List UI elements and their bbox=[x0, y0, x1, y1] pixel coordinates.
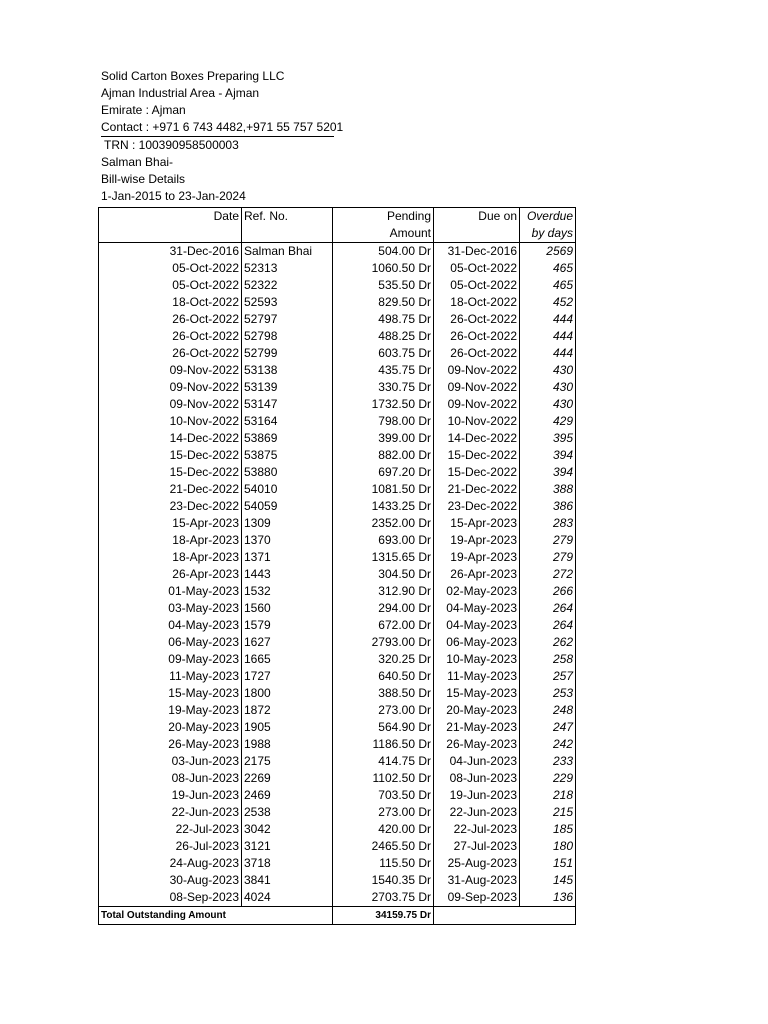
bill-due-date: 15-Apr-2023 bbox=[434, 515, 520, 532]
party-name: Salman Bhai- bbox=[101, 155, 174, 169]
table-row bbox=[99, 787, 576, 804]
bill-overdue-days: 248 bbox=[520, 702, 576, 719]
bill-date: 26-Apr-2023 bbox=[99, 566, 242, 583]
bill-amount: 882.00 Dr bbox=[378, 448, 431, 462]
bill-amount: 388.50 Dr bbox=[378, 686, 431, 700]
company-address: Ajman Industrial Area - Ajman bbox=[101, 86, 260, 100]
table-row bbox=[99, 566, 576, 583]
bill-date: 18-Apr-2023 bbox=[99, 549, 242, 566]
bill-overdue-days: 429 bbox=[520, 413, 576, 430]
bill-ref: 53147 bbox=[242, 396, 333, 413]
ref-header-blank bbox=[242, 225, 333, 243]
bill-ref: 52313 bbox=[242, 260, 333, 277]
bill-ref: 52798 bbox=[242, 328, 333, 345]
bill-date: 26-Jul-2023 bbox=[99, 838, 242, 855]
bill-ref: 54010 bbox=[242, 481, 333, 498]
bill-overdue-days: 452 bbox=[520, 294, 576, 311]
bill-ref: 3841 bbox=[242, 872, 333, 889]
bill-overdue-days: 218 bbox=[520, 787, 576, 804]
bill-due-date: 19-Jun-2023 bbox=[434, 787, 520, 804]
column-header-row bbox=[99, 208, 576, 226]
bill-ref: 1988 bbox=[242, 736, 333, 753]
bill-date: 19-Jun-2023 bbox=[99, 787, 242, 804]
bill-overdue-days: 388 bbox=[520, 481, 576, 498]
bill-due-date: 09-Nov-2022 bbox=[434, 379, 520, 396]
bill-ref: 1665 bbox=[242, 651, 333, 668]
bill-due-date: 04-May-2023 bbox=[434, 600, 520, 617]
bill-ref: 1309 bbox=[242, 515, 333, 532]
bill-ref: 2175 bbox=[242, 753, 333, 770]
bill-overdue-days: 185 bbox=[520, 821, 576, 838]
bill-overdue-days: 145 bbox=[520, 872, 576, 889]
bill-amount: 693.00 Dr bbox=[378, 533, 431, 547]
bill-overdue-days: 386 bbox=[520, 498, 576, 515]
bill-date: 18-Oct-2022 bbox=[99, 294, 242, 311]
bill-ref: 54059 bbox=[242, 498, 333, 515]
bill-amount: 435.75 Dr bbox=[378, 363, 431, 377]
bill-due-date: 02-May-2023 bbox=[434, 583, 520, 600]
bill-amount: 1081.50 Dr bbox=[371, 482, 431, 496]
table-row bbox=[99, 277, 576, 294]
bill-date: 15-Apr-2023 bbox=[99, 515, 242, 532]
bill-ref: 1872 bbox=[242, 702, 333, 719]
company-trn: TRN : 100390958500003 bbox=[104, 138, 239, 152]
bill-date: 05-Oct-2022 bbox=[99, 260, 242, 277]
bill-overdue-days: 136 bbox=[520, 889, 576, 907]
bill-ref: 53875 bbox=[242, 447, 333, 464]
bill-due-date: 31-Dec-2016 bbox=[434, 243, 520, 261]
bill-amount: 115.50 Dr bbox=[379, 856, 431, 870]
table-row bbox=[99, 668, 576, 685]
bill-amount: 1315.65 Dr bbox=[371, 550, 431, 564]
table-row bbox=[99, 481, 576, 498]
bill-amount: 564.90 Dr bbox=[378, 720, 431, 734]
bill-amount: 294.00 Dr bbox=[378, 601, 431, 615]
bill-overdue-days: 264 bbox=[520, 617, 576, 634]
bill-amount: 2793.00 Dr bbox=[371, 635, 431, 649]
bill-due-date: 26-May-2023 bbox=[434, 736, 520, 753]
bill-overdue-days: 444 bbox=[520, 328, 576, 345]
bill-overdue-days: 394 bbox=[520, 464, 576, 481]
table-row bbox=[99, 770, 576, 787]
bill-amount: 2703.75 Dr bbox=[333, 889, 434, 907]
bill-overdue-days: 394 bbox=[520, 447, 576, 464]
bill-amount: 320.25 Dr bbox=[378, 652, 431, 666]
bill-date: 18-Apr-2023 bbox=[99, 532, 242, 549]
bill-due-date: 31-Aug-2023 bbox=[434, 872, 520, 889]
bill-overdue-days: 272 bbox=[520, 566, 576, 583]
table-row bbox=[99, 685, 576, 702]
bill-date: 31-Dec-2016 bbox=[99, 243, 242, 261]
bill-overdue-days: 430 bbox=[520, 379, 576, 396]
overdue-header: Overdue bbox=[520, 208, 576, 226]
bill-amount: 330.75 Dr bbox=[378, 380, 431, 394]
bill-ref: 3718 bbox=[242, 855, 333, 872]
bill-ref: 2269 bbox=[242, 770, 333, 787]
bill-ref: 1627 bbox=[242, 634, 333, 651]
bill-ref: 1370 bbox=[242, 532, 333, 549]
bill-date: 01-May-2023 bbox=[99, 583, 242, 600]
table-row bbox=[99, 821, 576, 838]
bill-amount: 2465.50 Dr bbox=[371, 839, 431, 853]
bill-amount: 798.00 Dr bbox=[378, 414, 431, 428]
bill-ref: 3042 bbox=[242, 821, 333, 838]
total-row bbox=[99, 907, 576, 925]
bill-date: 03-Jun-2023 bbox=[99, 753, 242, 770]
bill-due-date: 06-May-2023 bbox=[434, 634, 520, 651]
bill-ref: 1560 bbox=[242, 600, 333, 617]
bill-due-date: 27-Jul-2023 bbox=[434, 838, 520, 855]
table-row bbox=[99, 345, 576, 362]
table-row bbox=[99, 413, 576, 430]
table-row bbox=[99, 379, 576, 396]
bill-amount: 603.75 Dr bbox=[378, 346, 431, 360]
bill-ref: 53869 bbox=[242, 430, 333, 447]
table-row bbox=[99, 583, 576, 600]
table-row bbox=[99, 889, 576, 907]
bill-table bbox=[98, 207, 576, 925]
bill-ref: 3121 bbox=[242, 838, 333, 855]
bill-overdue-days: 279 bbox=[520, 532, 576, 549]
bill-date: 26-Oct-2022 bbox=[99, 345, 242, 362]
bill-overdue-days: 444 bbox=[520, 345, 576, 362]
bill-amount: 504.00 Dr bbox=[378, 244, 431, 258]
total-label: Total Outstanding Amount bbox=[99, 907, 333, 925]
bill-ref: 53139 bbox=[242, 379, 333, 396]
bill-ref: 1579 bbox=[242, 617, 333, 634]
pending-header-line2: Amount bbox=[333, 225, 434, 243]
table-row bbox=[99, 260, 576, 277]
bill-due-date: 09-Nov-2022 bbox=[434, 396, 520, 413]
pending-header: Pending bbox=[333, 208, 434, 226]
bill-date: 10-Nov-2022 bbox=[99, 413, 242, 430]
bill-date: 04-May-2023 bbox=[99, 617, 242, 634]
bill-overdue-days: 283 bbox=[520, 515, 576, 532]
bill-amount: 273.00 Dr bbox=[378, 703, 431, 717]
table-row bbox=[99, 447, 576, 464]
bill-overdue-days: 215 bbox=[520, 804, 576, 821]
table-row bbox=[99, 736, 576, 753]
bill-date: 08-Jun-2023 bbox=[99, 770, 242, 787]
bill-date: 26-Oct-2022 bbox=[99, 328, 242, 345]
bill-due-date: 15-May-2023 bbox=[434, 685, 520, 702]
table-row bbox=[99, 804, 576, 821]
bill-date: 09-Nov-2022 bbox=[99, 396, 242, 413]
table-row bbox=[99, 515, 576, 532]
bill-overdue-days: 253 bbox=[520, 685, 576, 702]
table-row bbox=[99, 396, 576, 413]
bill-ref: 4024 bbox=[242, 889, 333, 907]
total-blank bbox=[434, 907, 576, 925]
bill-overdue-days: 430 bbox=[520, 396, 576, 413]
bill-due-date: 23-Dec-2022 bbox=[434, 498, 520, 515]
table-row bbox=[99, 549, 576, 566]
bill-ref: 1905 bbox=[242, 719, 333, 736]
bill-ref: 53138 bbox=[242, 362, 333, 379]
bill-ref: 1371 bbox=[242, 549, 333, 566]
report-period: 1-Jan-2015 to 23-Jan-2024 bbox=[101, 189, 246, 203]
bill-amount: 1732.50 Dr bbox=[371, 397, 431, 411]
bill-due-date: 21-Dec-2022 bbox=[434, 481, 520, 498]
table-row bbox=[99, 651, 576, 668]
bill-amount: 703.50 Dr bbox=[378, 788, 431, 802]
table-row bbox=[99, 311, 576, 328]
bill-amount: 1186.50 Dr bbox=[372, 737, 431, 751]
bill-ref: 52797 bbox=[242, 311, 333, 328]
bill-amount: 399.00 Dr bbox=[378, 431, 431, 445]
bill-overdue-days: 465 bbox=[520, 277, 576, 294]
bill-due-date: 20-May-2023 bbox=[434, 702, 520, 719]
column-header-row-2 bbox=[99, 225, 576, 243]
bill-amount: 488.25 Dr bbox=[378, 329, 431, 343]
bill-due-date: 08-Jun-2023 bbox=[434, 770, 520, 787]
bill-date: 26-Oct-2022 bbox=[99, 311, 242, 328]
table-row bbox=[99, 838, 576, 855]
bill-date: 11-May-2023 bbox=[99, 668, 242, 685]
bill-amount: 697.20 Dr bbox=[378, 465, 431, 479]
bill-date: 14-Dec-2022 bbox=[99, 430, 242, 447]
bill-ref: 1532 bbox=[242, 583, 333, 600]
bill-date: 26-May-2023 bbox=[99, 736, 242, 753]
bill-overdue-days: 257 bbox=[520, 668, 576, 685]
bill-overdue-days: 229 bbox=[520, 770, 576, 787]
bill-ref: 53880 bbox=[242, 464, 333, 481]
bill-overdue-days: 266 bbox=[520, 583, 576, 600]
bill-date: 05-Oct-2022 bbox=[99, 277, 242, 294]
bill-date: 15-Dec-2022 bbox=[99, 464, 242, 481]
bill-due-date: 26-Oct-2022 bbox=[434, 328, 520, 345]
bill-due-date: 04-May-2023 bbox=[434, 617, 520, 634]
company-emirate: Emirate : Ajman bbox=[101, 103, 186, 117]
bill-ref: 53164 bbox=[242, 413, 333, 430]
bill-date: 15-May-2023 bbox=[99, 685, 242, 702]
bill-amount: 829.50 Dr bbox=[378, 295, 431, 309]
table-row bbox=[99, 498, 576, 515]
bill-amount: 1540.35 Dr bbox=[371, 873, 431, 887]
table-row bbox=[99, 328, 576, 345]
bill-due-date: 19-Apr-2023 bbox=[434, 532, 520, 549]
bill-ref: 2538 bbox=[242, 804, 333, 821]
bill-due-date: 26-Oct-2022 bbox=[434, 311, 520, 328]
total-amount: 34159.75 Dr bbox=[333, 907, 434, 925]
bill-date: 15-Dec-2022 bbox=[99, 447, 242, 464]
bill-due-date: 09-Sep-2023 bbox=[434, 889, 520, 907]
bill-due-date: 05-Oct-2022 bbox=[434, 260, 520, 277]
report-title: Bill-wise Details bbox=[101, 172, 186, 186]
bill-amount: 420.00 Dr bbox=[378, 822, 431, 836]
bill-amount: 498.75 Dr bbox=[378, 312, 431, 326]
table-row bbox=[99, 719, 576, 736]
bill-overdue-days: 242 bbox=[520, 736, 576, 753]
bill-ref: 52322 bbox=[242, 277, 333, 294]
bill-amount: 273.00 Dr bbox=[378, 805, 431, 819]
table-row bbox=[99, 243, 576, 261]
bill-overdue-days: 262 bbox=[520, 634, 576, 651]
bill-date: 30-Aug-2023 bbox=[99, 872, 242, 889]
bill-overdue-days: 233 bbox=[520, 753, 576, 770]
due-header: Due on bbox=[434, 208, 520, 226]
bill-overdue-days: 151 bbox=[520, 855, 576, 872]
bill-due-date: 10-May-2023 bbox=[434, 651, 520, 668]
bill-amount: 1433.25 Dr bbox=[371, 499, 431, 513]
bill-amount: 1060.50 Dr bbox=[371, 261, 431, 275]
bill-amount: 535.50 Dr bbox=[378, 278, 431, 292]
bill-ref: 52593 bbox=[242, 294, 333, 311]
bill-ref: Salman Bhai bbox=[242, 243, 333, 261]
bill-overdue-days: 264 bbox=[520, 600, 576, 617]
bill-overdue-days: 180 bbox=[520, 838, 576, 855]
bill-overdue-days: 279 bbox=[520, 549, 576, 566]
table-row bbox=[99, 753, 576, 770]
bill-due-date: 22-Jul-2023 bbox=[434, 821, 520, 838]
company-contact: Contact : +971 6 743 4482,+971 55 757 5201 bbox=[101, 119, 334, 137]
bill-overdue-days: 2569 bbox=[520, 243, 576, 261]
bill-date: 03-May-2023 bbox=[99, 600, 242, 617]
bill-due-date: 22-Jun-2023 bbox=[434, 804, 520, 821]
bill-amount: 2352.00 Dr bbox=[371, 516, 431, 530]
ref-header: Ref. No. bbox=[242, 208, 333, 226]
company-header bbox=[101, 68, 344, 205]
bill-date: 09-Nov-2022 bbox=[99, 379, 242, 396]
bill-due-date: 04-Jun-2023 bbox=[434, 753, 520, 770]
bill-due-date: 26-Apr-2023 bbox=[434, 566, 520, 583]
bill-overdue-days: 258 bbox=[520, 651, 576, 668]
table-row bbox=[99, 294, 576, 311]
overdue-header-line2: by days bbox=[520, 225, 576, 243]
bill-date: 21-Dec-2022 bbox=[99, 481, 242, 498]
bill-due-date: 10-Nov-2022 bbox=[434, 413, 520, 430]
table-row bbox=[99, 532, 576, 549]
bill-date: 22-Jul-2023 bbox=[99, 821, 242, 838]
bill-overdue-days: 465 bbox=[520, 260, 576, 277]
bill-date: 06-May-2023 bbox=[99, 634, 242, 651]
bill-overdue-days: 444 bbox=[520, 311, 576, 328]
table-row bbox=[99, 362, 576, 379]
company-name: Solid Carton Boxes Preparing LLC bbox=[101, 69, 285, 83]
bill-due-date: 14-Dec-2022 bbox=[434, 430, 520, 447]
table-row bbox=[99, 872, 576, 889]
table-row bbox=[99, 634, 576, 651]
bill-due-date: 21-May-2023 bbox=[434, 719, 520, 736]
bill-due-date: 11-May-2023 bbox=[434, 668, 520, 685]
bill-date: 23-Dec-2022 bbox=[99, 498, 242, 515]
bill-amount: 312.90 Dr bbox=[378, 584, 431, 598]
bill-date: 08-Sep-2023 bbox=[99, 889, 242, 907]
bill-date: 19-May-2023 bbox=[99, 702, 242, 719]
bill-overdue-days: 247 bbox=[520, 719, 576, 736]
bill-amount: 414.75 Dr bbox=[378, 754, 431, 768]
bill-ref: 52799 bbox=[242, 345, 333, 362]
bill-date: 09-May-2023 bbox=[99, 651, 242, 668]
bill-date: 20-May-2023 bbox=[99, 719, 242, 736]
bill-overdue-days: 430 bbox=[520, 362, 576, 379]
bill-due-date: 15-Dec-2022 bbox=[434, 464, 520, 481]
table-row bbox=[99, 600, 576, 617]
table-row bbox=[99, 617, 576, 634]
bill-ref: 1800 bbox=[242, 685, 333, 702]
table-row bbox=[99, 430, 576, 447]
bill-ref: 1443 bbox=[242, 566, 333, 583]
bill-amount: 672.00 Dr bbox=[378, 618, 431, 632]
bill-due-date: 26-Oct-2022 bbox=[434, 345, 520, 362]
date-header-blank bbox=[99, 225, 242, 243]
bill-due-date: 19-Apr-2023 bbox=[434, 549, 520, 566]
bill-due-date: 15-Dec-2022 bbox=[434, 447, 520, 464]
bill-due-date: 09-Nov-2022 bbox=[434, 362, 520, 379]
table-row bbox=[99, 464, 576, 481]
bill-overdue-days: 395 bbox=[520, 430, 576, 447]
bill-date: 09-Nov-2022 bbox=[99, 362, 242, 379]
due-header-blank bbox=[434, 225, 520, 243]
bill-date: 24-Aug-2023 bbox=[99, 855, 242, 872]
bill-ref: 1727 bbox=[242, 668, 333, 685]
bill-amount: 640.50 Dr bbox=[378, 669, 431, 683]
bill-date: 22-Jun-2023 bbox=[99, 804, 242, 821]
bill-due-date: 18-Oct-2022 bbox=[434, 294, 520, 311]
table-row bbox=[99, 855, 576, 872]
date-header: Date bbox=[99, 208, 242, 226]
bill-ref: 2469 bbox=[242, 787, 333, 804]
bill-amount: 1102.50 Dr bbox=[372, 771, 431, 785]
bill-due-date: 05-Oct-2022 bbox=[434, 277, 520, 294]
bill-amount: 304.50 Dr bbox=[378, 567, 431, 581]
table-row bbox=[99, 702, 576, 719]
bill-due-date: 25-Aug-2023 bbox=[434, 855, 520, 872]
